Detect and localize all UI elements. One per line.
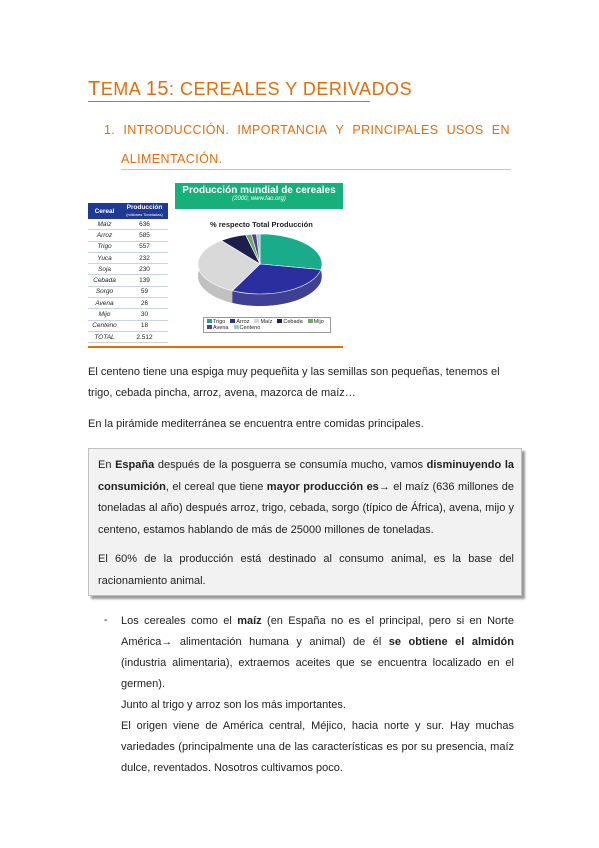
legend-label: Arroz	[236, 319, 250, 325]
cell-production: 18	[121, 320, 168, 331]
pie-chart	[196, 228, 331, 313]
table-row	[88, 298, 168, 309]
highlight-box	[88, 448, 522, 596]
cell-cereal: Maíz	[88, 219, 121, 230]
section-underline	[121, 169, 511, 170]
section-heading	[104, 123, 510, 137]
legend-item	[207, 325, 229, 331]
legend-swatch	[207, 325, 212, 329]
paragraph-text: El centeno tiene una espiga muy pequeñita y las semillas son pequeñas, tenemos el trigo, cebada pincha, arroz, avena, mazorca de maíz…	[88, 366, 500, 399]
legend-item	[308, 319, 324, 325]
title-text: : CEREALES Y DERIVADOS	[168, 79, 413, 99]
cell-cereal: Trigo	[88, 241, 121, 252]
paragraph-text: En la pirámide mediterránea se encuentra entre comidas principales.	[88, 418, 424, 430]
bullet-line: Junto al trigo y arroz son los más importantes.	[121, 699, 346, 711]
cell-production: 26	[121, 298, 168, 309]
cell-production: 557	[121, 241, 168, 252]
bullet-dash: -	[104, 614, 108, 626]
cell-cereal: Yuca	[88, 252, 121, 263]
cell-cereal: Soja	[88, 264, 121, 275]
legend-label: Cebada	[283, 319, 303, 325]
legend-swatch	[234, 325, 239, 329]
bold-text: mayor producción es	[266, 480, 379, 493]
table-row	[88, 331, 168, 342]
title-initial: T	[88, 78, 101, 100]
bullet-line: El origen viene de América central, Méjico, hacia norte y sur. Hay muchas variedades (principalmente una de las características es por su presencia, maíz dulce, reventados. Nosotros cultivamos poco.	[121, 720, 514, 774]
text-run: → el maíz (636 millones de toneladas al año) después arroz, trigo, cebada, sorgo (típico de África), avena, mijo y centeno, estamos hablando de más de 25000 millones de toneladas.	[98, 480, 514, 536]
chart-legend	[203, 317, 331, 333]
box-paragraph-1	[98, 455, 514, 541]
legend-label: Trigo	[213, 319, 226, 325]
table-header-produccion	[121, 203, 168, 219]
legend-swatch	[230, 319, 235, 323]
cell-production: 636	[121, 219, 168, 230]
cell-production: 139	[121, 275, 168, 286]
cell-production: 59	[121, 286, 168, 297]
chart-header	[175, 183, 343, 209]
legend-item	[234, 325, 261, 331]
cell-cereal: Sorgo	[88, 286, 121, 297]
cell-cereal: Mijo	[88, 309, 121, 320]
bold-text: maíz	[237, 615, 262, 627]
table-row	[88, 320, 168, 331]
paragraph-2	[88, 414, 514, 435]
bold-text: se obtiene el almidón	[388, 636, 514, 648]
cell-production: 230	[121, 264, 168, 275]
section-word: INTRODUCCIÓN.	[123, 123, 230, 137]
text-run: después de la posguerra se consumía mucho, vamos	[154, 459, 427, 471]
text-run: En	[98, 459, 116, 471]
text-run: , el cereal que tiene	[165, 480, 267, 493]
title-number: 15	[145, 78, 169, 100]
section-word: USOS	[446, 123, 484, 137]
chart-inner-title: % respecto Total Producción	[210, 220, 313, 229]
table-header-label: Producción	[126, 204, 163, 211]
cell-production: 2.512	[121, 331, 168, 342]
legend-label: Mijo	[313, 319, 324, 325]
cell-production: 30	[121, 309, 168, 320]
legend-label: Maíz	[260, 319, 273, 325]
legend-swatch	[254, 319, 259, 323]
legend-item	[277, 319, 302, 325]
bold-text: España	[115, 459, 155, 471]
text-run: (en España no es el principal, pero si en Norte América→ alimentación humana y animal) de él	[121, 615, 514, 648]
chart-subtitle: (2000; www.fao.org)	[232, 196, 286, 202]
cell-cereal: Arroz	[88, 230, 121, 241]
cell-cereal: Cebada	[88, 275, 121, 286]
table-row	[88, 241, 168, 252]
title-underline	[88, 101, 370, 102]
section-heading-line2: ALIMENTACIÓN.	[121, 152, 223, 166]
bold-text: disminuyendo la consumición	[98, 459, 515, 493]
cereal-table	[88, 203, 168, 343]
table-body	[88, 219, 168, 343]
box-paragraph-2: El 60% de la producción está destinado al consumo animal, es la base del racionamiento animal.	[98, 553, 514, 587]
legend-swatch	[308, 319, 313, 323]
section-number: 1.	[104, 123, 116, 137]
table-row	[88, 275, 168, 286]
table-row	[88, 252, 168, 263]
section-word: IMPORTANCIA	[237, 123, 328, 137]
bullet-paragraph	[121, 611, 514, 695]
table-row	[88, 286, 168, 297]
page-title	[88, 78, 412, 101]
chart-title: Producción mundial de cereales	[182, 185, 336, 196]
figure-rule	[88, 346, 343, 348]
table-row	[88, 230, 168, 241]
cell-cereal: TOTAL	[88, 331, 121, 342]
paragraph-1	[88, 362, 514, 404]
table-row	[88, 264, 168, 275]
title-tema: EMA	[100, 79, 146, 99]
legend-label: Centeno	[239, 325, 261, 331]
legend-swatch	[277, 319, 282, 323]
pie-slice-trigo	[260, 234, 322, 270]
cell-production: 585	[121, 230, 168, 241]
cereal-table-wrap	[88, 203, 168, 343]
table-header-note: (millones Toneladas)	[126, 212, 163, 217]
table-row	[88, 219, 168, 230]
cell-cereal: Centeno	[88, 320, 121, 331]
section-word: Y	[335, 123, 345, 137]
legend-label: Avena	[213, 325, 229, 331]
table-row	[88, 309, 168, 320]
section-word: PRINCIPALES	[352, 123, 439, 137]
cell-cereal: Avena	[88, 298, 121, 309]
cell-production: 232	[121, 252, 168, 263]
section-word: EN	[491, 123, 510, 137]
bullet-item	[121, 611, 514, 779]
text-run: (industria alimentaria), extraemos aceites que se encuentra localizado en el germen).	[121, 657, 514, 690]
table-header-cereal: Cereal	[88, 203, 121, 219]
text-run: Los cereales como el	[121, 615, 238, 627]
legend-swatch	[207, 319, 212, 323]
